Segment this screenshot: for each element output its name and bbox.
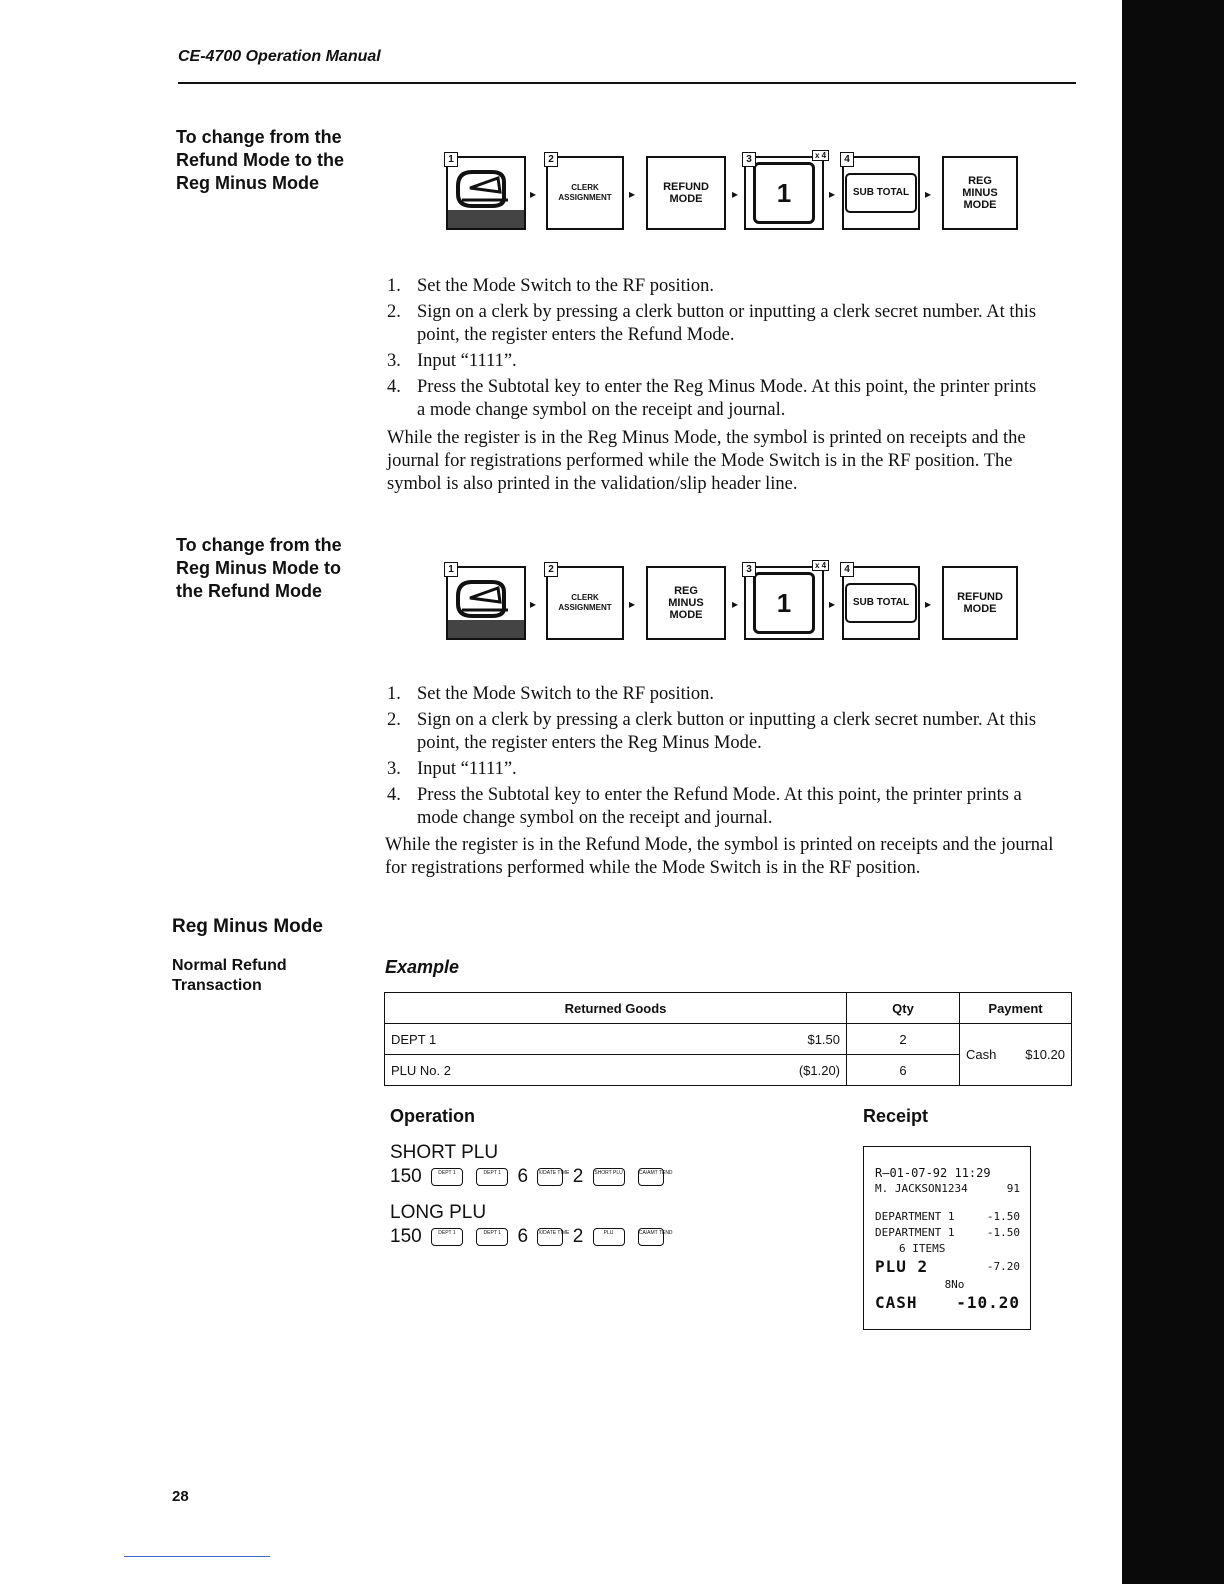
subtotal-key: SUB TOTAL [845,583,917,623]
section-title-refund-to-regminus: To change from the Refund Mode to the Reg Minus Mode [176,127,344,193]
step-number: 2 [544,152,558,167]
table-cell: $1.50 [650,1024,847,1055]
receipt-line: 8No [944,1278,965,1291]
arrow-icon: ▸ [629,597,636,611]
subsection-title: Normal Refund Transaction [172,957,287,994]
cash-tend-key-icon: CA/AMT TEND [638,1228,664,1246]
dept1-key-icon: DEPT 1 [431,1168,463,1186]
arrow-icon: ▸ [925,597,932,611]
arrow-icon: ▸ [925,187,932,201]
plu-key-icon: PLU [593,1228,625,1246]
steps-list-1 [387,275,1047,425]
step-item: 2. Sign on a clerk by pressing a clerk button or inputting a clerk secret number. At this point, the register enters the Reg Minus Mode. [387,710,1037,753]
payment-amount: $10.20 [1025,1047,1065,1062]
cash-tend-key-icon: CA/AMT TEND [638,1168,664,1186]
arrow-icon: ▸ [829,597,836,611]
receipt-line: DEPARTMENT 1 -1.50 [875,1210,1020,1223]
dept1-key-icon: DEPT 1 [476,1228,508,1246]
short-plu-sequence: 150 DEPT 1 DEPT 1 6 X/DATE TIME 2 SHORT PLU CA/AMT TEND [390,1166,673,1187]
header-rule [178,82,1076,84]
table-cell: 2 [847,1024,960,1055]
arrow-icon: ▸ [732,187,739,201]
reg-minus-mode-box: REG MINUS MODE [646,566,726,640]
key-flow-diagram-1 [446,151,1026,256]
key-1-box [744,156,824,230]
footer-line [124,1556,270,1557]
step-number: 4 [840,562,854,577]
table-header: Qty [847,993,960,1024]
step-item: 1. Set the Mode Switch to the RF position. [387,684,715,704]
subtotal-key-box [842,156,920,230]
step-number: 4 [840,152,854,167]
x-date-time-key-icon: X/DATE TIME [537,1168,563,1186]
table-cell: DEPT 1 [385,1024,650,1055]
table-cell: PLU No. 2 [385,1055,650,1086]
table-header: Returned Goods [385,993,847,1024]
receipt-line: CASH -10.20 [875,1293,1020,1312]
scan-edge [1122,0,1224,1584]
long-plu-title: LONG PLU [390,1202,487,1223]
step-number: 3 [742,152,756,167]
page-header: CE-4700 Operation Manual [178,48,381,65]
receipt-label: Receipt [863,1106,929,1126]
clerk-assignment-box: CLERK ASSIGNMENT [546,156,624,230]
receipt [863,1146,1031,1330]
arrow-icon: ▸ [629,187,636,201]
example-table [384,992,1072,1086]
steps-list-2 [387,683,1047,833]
refund-mode-box: REFUND MODE [646,156,726,230]
step-item: 1. Set the Mode Switch to the RF position. [387,276,715,296]
subtotal-key-box [842,566,920,640]
key-flow-diagram-2 [446,561,1026,666]
multiplier-badge: x 4 [812,150,829,161]
mode-switch-icon [446,566,526,640]
arrow-icon: ▸ [829,187,836,201]
step-number: 3 [742,562,756,577]
step-item: 3. Input “1111”. [387,351,517,371]
operation-label: Operation [390,1106,476,1126]
page-number: 28 [172,1488,189,1505]
reg-minus-mode-box: REG MINUS MODE [942,156,1018,230]
step-item: 4. Press the Subtotal key to enter the Refund Mode. At this point, the printer prints a mode change symbol on the receipt and journal. [387,785,1022,828]
paragraph-1: While the register is in the Reg Minus Mode, the symbol is printed on receipts and the journal for registrations performed while the Mode Switch is in the RF position. The symbol is also printed in the validation/slip header line. [387,428,1026,494]
key-1: 1 [753,162,815,224]
multiplier-badge: x 4 [812,560,829,571]
step-number: 2 [544,562,558,577]
clerk-assignment-box: CLERK ASSIGNMENT [546,566,624,640]
key-1: 1 [753,572,815,634]
arrow-icon: ▸ [530,597,537,611]
x-date-time-key-icon: X/DATE TIME [537,1228,563,1246]
dept1-key-icon: DEPT 1 [476,1168,508,1186]
payment-cell [960,1024,1072,1086]
key-1-box [744,566,824,640]
arrow-icon: ▸ [732,597,739,611]
receipt-line: DEPARTMENT 1 -1.50 [875,1226,1020,1239]
short-plu-key-icon: SHORT PLU [593,1168,625,1186]
example-label: Example [385,957,460,977]
step-item: 4. Press the Subtotal key to enter the Reg Minus Mode. At this point, the printer prints a mode change symbol on the receipt and journal. [387,377,1037,420]
paragraph-2: While the register is in the Refund Mode, the symbol is printed on receipts and the journal for registrations performed while the Mode Switch is in the RF position. [385,835,1054,878]
table-cell: ($1.20) [650,1055,847,1086]
receipt-line: PLU 2 -7.20 [875,1257,1020,1276]
long-plu-sequence: 150 DEPT 1 DEPT 1 6 X/DATE TIME 2 PLU CA/AMT TEND [390,1226,673,1247]
step-item: 3. Input “1111”. [387,759,517,779]
refund-mode-box: REFUND MODE [942,566,1018,640]
receipt-line: R—01-07-92 11:29 [875,1166,991,1180]
mode-switch-icon [446,156,526,230]
short-plu-title: SHORT PLU [390,1142,499,1163]
subtotal-key: SUB TOTAL [845,173,917,213]
section-title-regminus-to-refund: To change from the Reg Minus Mode to the Refund Mode [176,535,342,601]
table-cell: 6 [847,1055,960,1086]
step-number: 1 [444,562,458,577]
receipt-line: 6 ITEMS [899,1242,946,1255]
table-header: Payment [960,993,1072,1024]
step-item: 2. Sign on a clerk by pressing a clerk button or inputting a clerk secret number. At this point, the register enters the Refund Mode. [387,302,1037,345]
section-title-reg-minus-mode: Reg Minus Mode [172,916,323,937]
arrow-icon: ▸ [530,187,537,201]
dept1-key-icon: DEPT 1 [431,1228,463,1246]
receipt-line: M. JACKSON1234 91 [875,1182,1020,1195]
payment-label: Cash [966,1047,997,1062]
step-number: 1 [444,152,458,167]
